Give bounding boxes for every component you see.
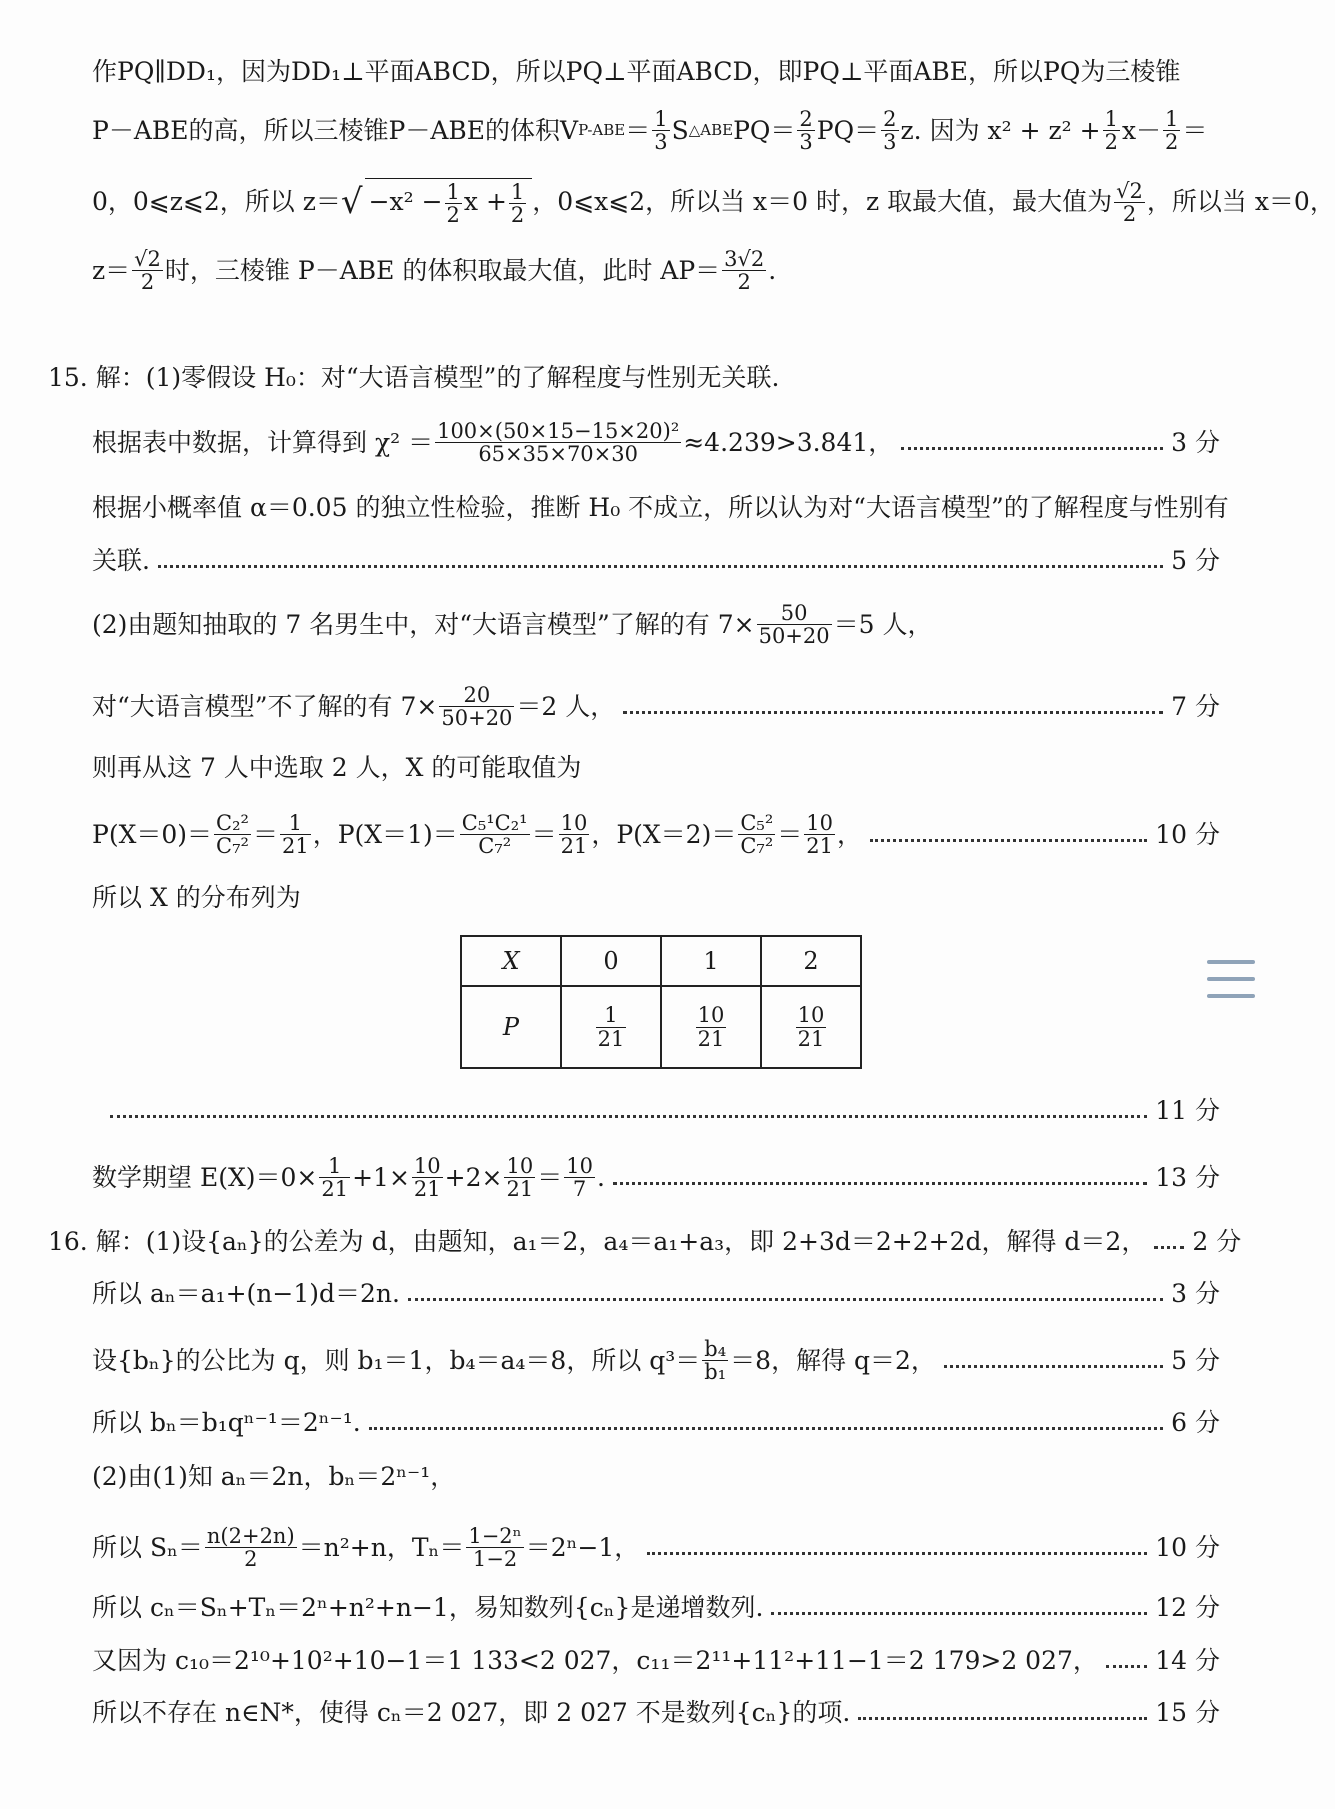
- fraction: $\frac{\text{C₅¹C₂¹}}{\text{C₇²}}$: [461, 811, 528, 859]
- table-cell: P: [461, 986, 561, 1068]
- q16-line-5: (2)由(1)知 aₙ＝2n，bₙ＝2ⁿ⁻¹，: [92, 1462, 456, 1491]
- fraction: $\frac{1}{3}$: [654, 107, 668, 155]
- fraction: $\frac{\text{1−2ⁿ}}{1-2}$: [468, 1524, 522, 1572]
- fraction: $\frac{1}{2}$: [1104, 107, 1118, 155]
- table-cell: $\frac{10}{21}$: [761, 986, 861, 1068]
- table-cell: $\frac{1}{21}$: [561, 986, 661, 1068]
- fraction: $\frac{1}{21}$: [321, 1154, 349, 1202]
- dot-leader: [870, 839, 1147, 842]
- score: 3 分: [1171, 1279, 1220, 1308]
- dot-leader: [771, 1612, 1147, 1615]
- menu-icon[interactable]: [1207, 960, 1255, 1006]
- fraction: $\frac{\text{C₂²}}{\text{C₇²}}$: [216, 811, 249, 859]
- radical-sign: √: [340, 181, 363, 222]
- distribution-table: [460, 935, 862, 1069]
- score: 10 分: [1155, 1532, 1220, 1562]
- table-cell: 1: [661, 936, 761, 986]
- fraction: $\frac{\text{b₄}}{\text{b₁}}$: [704, 1337, 727, 1385]
- q16-line-9: 所以不存在 n∈N*，使得 cₙ＝2 027，即 2 027 不是数列{cₙ}的项. 15 分: [92, 1698, 1220, 1727]
- q15-line-1: 15. 解：(1)零假设 H₀：对“大语言模型”的了解程度与性别无关联.: [48, 363, 780, 392]
- fraction: $\frac{2}{3}$: [799, 107, 813, 155]
- intro-line-1: 作PQ∥DD₁，因为DD₁⊥平面ABCD，所以PQ⊥平面ABCD，即PQ⊥平面ABE，所以PQ为三棱锥: [92, 57, 1181, 86]
- table-cell: 2: [761, 936, 861, 986]
- score: 6 分: [1171, 1408, 1220, 1437]
- fraction: $\frac{3√2}{2}$: [724, 247, 765, 295]
- fraction: $\frac{10}{21}$: [560, 811, 588, 859]
- score: 5 分: [1171, 546, 1220, 575]
- q16-line-3: 设{bₙ}的公比为 q，则 b₁＝1，b₄＝a₄＝8，所以 q³＝ $\frac{\text{b₄}}{\text{b₁}}$ ＝8，解得 q＝2， 5 分: [92, 1337, 1220, 1385]
- score: 10 分: [1155, 819, 1220, 849]
- q15-line-3: 根据小概率值 α＝0.05 的独立性检验，推断 H₀ 不成立，所以认为对“大语言模型”的了解程度与性别有: [92, 493, 1229, 522]
- dot-leader: [647, 1552, 1147, 1555]
- fraction: $\frac{50}{50+20}$: [758, 601, 830, 649]
- table-row: [461, 986, 861, 1068]
- fraction: $\frac{\text{100×(50×15−15×20)²}}{65\times 35\times 70\times 30}$: [437, 419, 680, 467]
- q16-line-7: 所以 cₙ＝Sₙ+Tₙ＝2ⁿ+n²+n−1，易知数列{cₙ}是递增数列. 12 分: [92, 1593, 1220, 1622]
- q16-line-2: 所以 aₙ＝a₁+(n−1)d＝2n. 3 分: [92, 1279, 1220, 1308]
- fraction: $\frac{2}{3}$: [883, 107, 897, 155]
- fraction: $\frac{√2}{2}$: [1116, 178, 1143, 226]
- fraction: $\frac{10}{7}$: [566, 1154, 593, 1202]
- q15-line-6: 对“大语言模型”不了解的有 7× $\frac{20}{50+20}$ ＝2 人， 7 分: [92, 683, 1220, 731]
- dot-leader: [613, 1182, 1147, 1185]
- q15-line-4: 关联. 5 分: [92, 546, 1220, 575]
- q15-line-10: [110, 1095, 1220, 1126]
- score: 14 分: [1155, 1646, 1220, 1675]
- table-row: [461, 936, 861, 986]
- fraction: $\frac{1}{21}$: [281, 811, 309, 859]
- score: 7 分: [1171, 691, 1220, 721]
- score: 3 分: [1171, 427, 1220, 457]
- intro-line-3: 0，0⩽z⩽2，所以 z＝ √ −x² − $\frac{1}{2}$ x + $\frac{1}{2}$ ，0⩽x⩽2，所以当 x＝0 时，z 取最大值，最大值为 $\frac{√2}{2}$ ，所以当 x＝0，: [92, 178, 1335, 228]
- intro-line-4: z＝ $\frac{√2}{2}$ 时，三棱锥 P－ABE 的体积取最大值，此时 AP＝ $\frac{3√2}{2}$ .: [92, 247, 777, 295]
- q16-line-4: 所以 bₙ＝b₁qⁿ⁻¹＝2ⁿ⁻¹. 6 分: [92, 1408, 1220, 1437]
- dot-leader: [110, 1115, 1147, 1118]
- score: 2 分: [1192, 1227, 1242, 1256]
- score: 15 分: [1155, 1698, 1220, 1727]
- fraction: $\frac{\text{C₅²}}{\text{C₇²}}$: [740, 811, 774, 859]
- q16-line-8: 又因为 c₁₀＝2¹⁰+10²+10−1＝1 133<2 027，c₁₁＝2¹¹+11²+11−1＝2 179>2 027， 14 分: [92, 1646, 1220, 1675]
- radicand: −x² − $\frac{1}{2}$ x + $\frac{1}{2}$: [365, 178, 533, 226]
- score: 11 分: [1155, 1096, 1220, 1125]
- q15-line-2: 根据表中数据，计算得到 χ² ＝ $\frac{\text{100×(50×15−15×20)²}}{65\times 35\times 70\times 30}$ ≈4.239>3.841， 3 分: [92, 419, 1220, 467]
- table-cell: 0: [561, 936, 661, 986]
- table-cell: X: [461, 936, 561, 986]
- q15-line-7: 则再从这 7 人中选取 2 人，X 的可能取值为: [92, 753, 582, 782]
- q16-line-6: 所以 Sₙ＝ $\frac{n(2+2n)}{2}$ ＝n²+n，Tₙ＝ $\frac{\text{1−2ⁿ}}{1-2}$ ＝2ⁿ−1， 10 分: [92, 1524, 1220, 1572]
- score: 13 分: [1155, 1162, 1220, 1192]
- dot-leader: [158, 565, 1163, 568]
- fraction: $\frac{20}{50+20}$: [441, 683, 513, 731]
- dot-leader: [369, 1427, 1163, 1430]
- q15-line-11: 数学期望 E(X)＝0× $\frac{1}{21}$ +1× $\frac{10}{21}$ +2× $\frac{10}{21}$ ＝ $\frac{10}{7}$ . 13 分: [92, 1154, 1220, 1202]
- table-cell: $\frac{10}{21}$: [661, 986, 761, 1068]
- intro-line-2: P－ABE的高，所以三棱锥P－ABE的体积V P-ABE ＝ $\frac{1}{3}$ S △ABE PQ＝ $\frac{2}{3}$ PQ＝ $\frac{2}{3}$ z. 因为 x² + z² + $\frac{1}{2}$ x－ $\frac{1}{2}$ ＝: [92, 107, 1208, 155]
- fraction: $\frac{10}{21}$: [806, 811, 834, 859]
- fraction: $\frac{n(2+2n)}{2}$: [206, 1524, 295, 1572]
- fraction: $\frac{10}{21}$: [413, 1154, 441, 1202]
- score: 12 分: [1155, 1593, 1220, 1622]
- dot-leader: [1106, 1665, 1147, 1668]
- q15-line-8: P(X＝0)＝ $\frac{\text{C₂²}}{\text{C₇²}}$ ＝ $\frac{1}{21}$ ，P(X＝1)＝ $\frac{\text{C₅¹C₂¹}}{\text{C₇²}}$ ＝ $\frac{10}{21}$ ，P(X＝2)＝ $\frac{\text{C₅²}}{\text{C₇²}}$ ＝ $\frac{10}{21}$ ， 10 分: [92, 811, 1220, 859]
- dot-leader: [1154, 1246, 1184, 1249]
- q15-line-9: 所以 X 的分布列为: [92, 883, 301, 912]
- q16-line-1: 16. 解：(1)设{aₙ}的公差为 d，由题知，a₁＝2，a₄＝a₁+a₃，即 2+3d＝2+2+2d，解得 d＝2， 2 分: [48, 1227, 1242, 1256]
- fraction: $\frac{√2}{2}$: [134, 247, 161, 295]
- dot-leader: [858, 1717, 1147, 1720]
- dot-leader: [623, 711, 1163, 714]
- fraction: $\frac{10}{21}$: [506, 1154, 534, 1202]
- score: 5 分: [1171, 1345, 1220, 1375]
- dot-leader: [944, 1365, 1163, 1368]
- fraction: $\frac{1}{2}$: [1165, 107, 1179, 155]
- dot-leader: [901, 447, 1163, 450]
- dot-leader: [408, 1298, 1163, 1301]
- q15-line-5: (2)由题知抽取的 7 名男生中，对“大语言模型”了解的有 7× $\frac{50}{50+20}$ ＝5 人，: [92, 601, 933, 649]
